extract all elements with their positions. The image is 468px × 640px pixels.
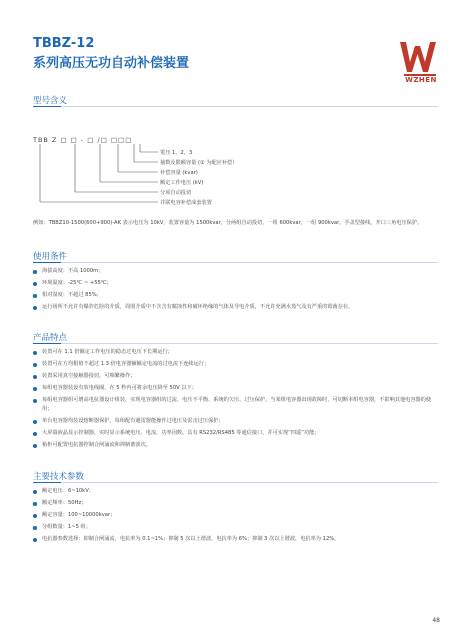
list-item: 运行场所不允许有爆炸危险的介质，周围介质中不含含有腐蚀性和破坏绝缘的气体及导电介质，不允许充满水蒸气及有严重的霉菌存在。 — [33, 303, 438, 312]
code-label: 分项自动投切 — [160, 190, 192, 196]
code-label: 電压 1，2，3 — [160, 150, 193, 156]
list-item: 箱柜可配置电抗器控制合闸涌流和抑制谐波次。 — [33, 441, 438, 450]
code-label: 补偿容量 (kvar) — [160, 170, 198, 176]
page-subtitle: 系列高压无功自动补偿装置 — [33, 56, 190, 71]
section-heading-conditions: 使用条件 — [33, 252, 68, 262]
section-underline — [33, 482, 61, 483]
list-item: 额定电压：6~10kV； — [33, 487, 438, 496]
model-example: 例如：TBBZ10-1500(600+900)-AK 表示电压为 10kV，装置容量为 1500kvar，分两组自动投切，一组 600kvar，一组 900kvar，手盖型接线，开口三角电压保护。 — [33, 220, 423, 226]
section-underline — [33, 343, 61, 344]
section-divider — [61, 343, 438, 344]
list-item: 装置可在方均根值不超过 1.3 倍电容器额额定电流的过电流下连续运行； — [33, 360, 438, 369]
list-item: 额定频率：50Hz； — [33, 499, 438, 508]
section-heading-features: 产品特点 — [33, 333, 68, 343]
page-number: 48 — [432, 617, 440, 624]
list-item: 大屏幕液晶显示控制器，实时显示系统电压、电流、功率因数，具有 RS232/RS485 等通信接口，并可实现“四遥”功能； — [33, 429, 438, 438]
code-label: 额定工作电压 (kV) — [160, 180, 204, 186]
list-item: 装置可在 1.1 倍额定工作电压的稳态过电压下长期运行； — [33, 348, 438, 357]
list-item: 海拔高度：不高 1000m； — [33, 267, 438, 276]
section-divider — [61, 482, 438, 483]
section-divider — [61, 106, 438, 107]
list-item: 每组电容器组可增高电抗器设计组装，实现电容器组的过流、电压不平衡、系统的欠压、过压保护，当某组电容器出现故障时，可切断本组电容器，不影响其他电容器的使用； — [33, 396, 438, 414]
list-item: 单台电容器均装设熔断器保护，每组配有避雷器能操作过电压及雷击过压保护； — [33, 417, 438, 426]
code-label: 抽数及限额容量 (① 为配应补偿） — [160, 160, 238, 166]
company-logo — [396, 36, 444, 80]
code-label: 并联电容补偿成套装置 — [160, 200, 212, 206]
section-heading-params: 主要技术参数 — [33, 472, 85, 482]
section-divider — [61, 262, 438, 263]
model-code-diagram — [30, 144, 270, 226]
list-item: 电抗器参数选择：抑制合闸涌流，电抗率为 0.1~1%；抑制 5 次以上谐波，电抗率为 6%；抑制 3 次以上谐波，电抗率为 12%。 — [33, 535, 438, 544]
section-heading-model: 型号含义 — [33, 96, 68, 106]
list-item: 分组数量：1~5 组； — [33, 523, 438, 532]
page-title: TBBZ-12 — [33, 36, 95, 51]
list-item: 环境温度：-25℃ ~ +55℃； — [33, 279, 438, 288]
model-code: TBB Z □ □ - □ /□ □□□ — [33, 136, 133, 144]
list-item: 额定容量：100~10000kvar； — [33, 511, 438, 520]
list-item: 装置采用真空接触器投切，可频繁操作； — [33, 372, 438, 381]
list-item: 每组电容器装设有放电线圈，在 5 秒内可将余电压降至 50V 以下； — [33, 384, 438, 393]
section-underline — [33, 106, 61, 107]
logo-text: WZHEN — [405, 76, 437, 84]
section-underline — [33, 262, 61, 263]
list-item: 相对湿度：不超过 85%； — [33, 291, 438, 300]
